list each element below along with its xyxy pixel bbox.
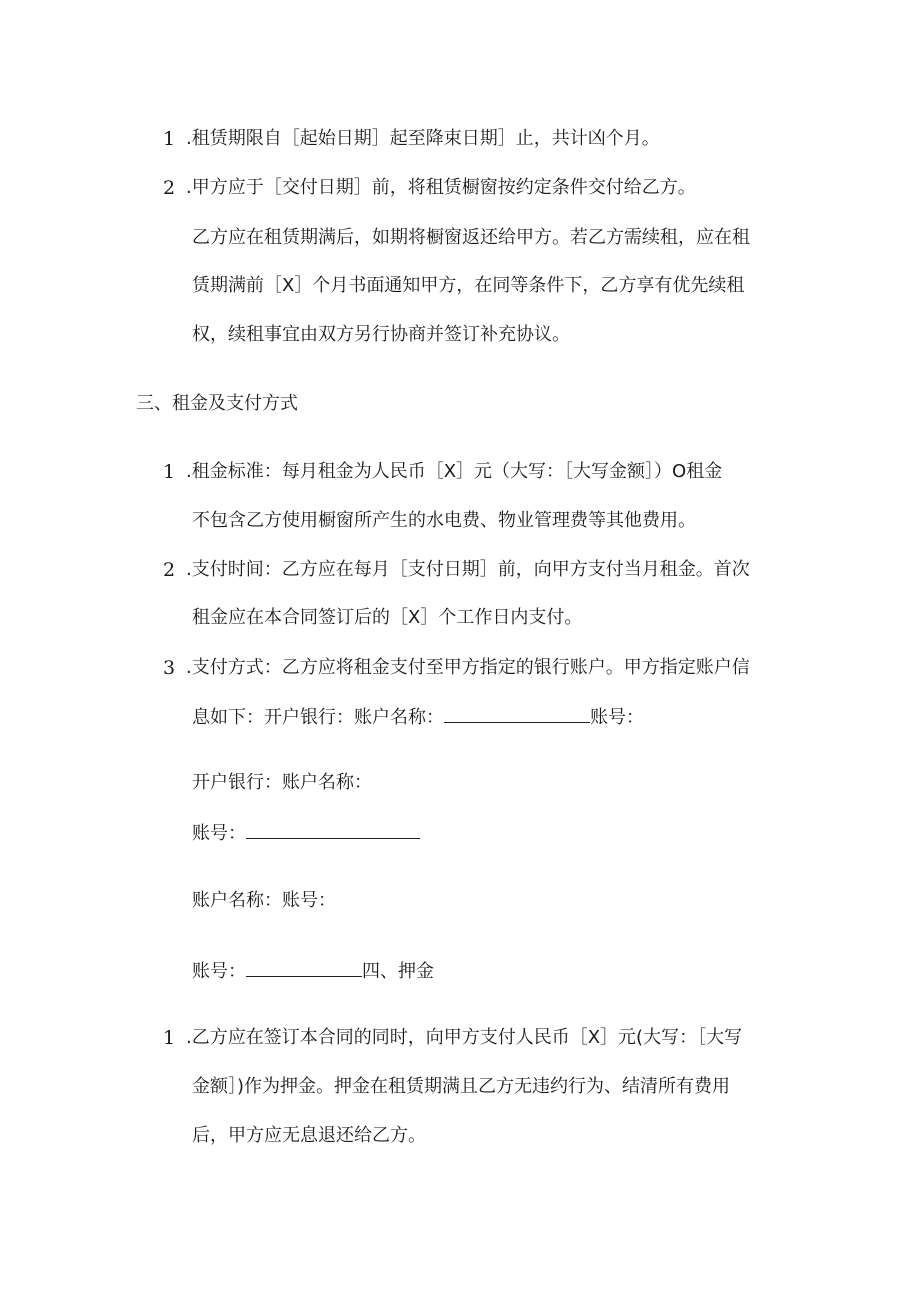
paragraph-line: 租金应在本合同签订后的［X］个工作日内支付。 — [192, 607, 583, 628]
paragraph-line: 权，续租事宜由双方另行协商并签订补充协议。 — [192, 324, 570, 345]
item-number: 1 — [163, 1027, 176, 1049]
section-heading: 三、租金及支付方式 — [136, 393, 298, 414]
fill-in-blank — [444, 704, 590, 723]
item-text: .租赁期限自［起始日期］起至降束日期］止，共计凶个月。 — [186, 128, 660, 149]
item-text: .支付方式：乙方应将租金支付至甲方指定的银行账户。甲方指定账户信 — [186, 657, 750, 678]
paragraph-line: 后，甲方应无息退还给乙方。 — [192, 1125, 426, 1146]
account-info-prefix: 息如下：开户银行：账户名称： — [192, 707, 444, 728]
paragraph-line: 乙方应在租赁期满后，如期将橱窗返还给甲方。若乙方需续租，应在租 — [192, 227, 750, 248]
item-number: 2 — [163, 559, 176, 581]
item-number: 1 — [163, 128, 176, 150]
item-number: 2 — [163, 177, 176, 199]
section-heading-deposit: 四、押金 — [362, 961, 434, 982]
fill-in-blank — [246, 958, 362, 977]
item-number: 1 — [163, 461, 176, 483]
paragraph-line: 不包含乙方使用橱窗所产生的水电费、物业管理费等其他费用。 — [192, 510, 696, 531]
account-info-suffix: 账号： — [590, 707, 644, 728]
bank-info-line: 开户银行：账户名称： — [192, 772, 372, 793]
account-number-line-2 — [192, 958, 434, 982]
item-text: .甲方应于［交付日期］前，将租赁橱窗按约定条件交付给乙方。 — [186, 177, 696, 198]
paragraph-line: 金额］)作为押金。押金在租赁期满且乙方无违约行为、结清所有费用 — [192, 1076, 731, 1097]
account-name-line: 账户名称：账号： — [192, 890, 336, 911]
account-number-label: 账号： — [192, 961, 246, 982]
fill-in-blank — [246, 820, 420, 839]
item-text: .租金标准：每月租金为人民币［X］元（大写：［大写金额］）O租金 — [186, 461, 723, 482]
item-number: 3 — [163, 657, 176, 679]
account-info-line — [192, 704, 644, 728]
account-number-label: 账号： — [192, 823, 246, 844]
account-number-line — [192, 820, 420, 844]
item-text: .支付时间：乙方应在每月［支付日期］前，向甲方支付当月租金。首次 — [186, 559, 750, 580]
item-text: .乙方应在签订本合同的同时，向甲方支付人民币［X］元(大写：［大写 — [186, 1027, 743, 1048]
paragraph-line: 赁期满前［X］个月书面通知甲方，在同等条件下，乙方享有优先续租 — [192, 275, 745, 296]
